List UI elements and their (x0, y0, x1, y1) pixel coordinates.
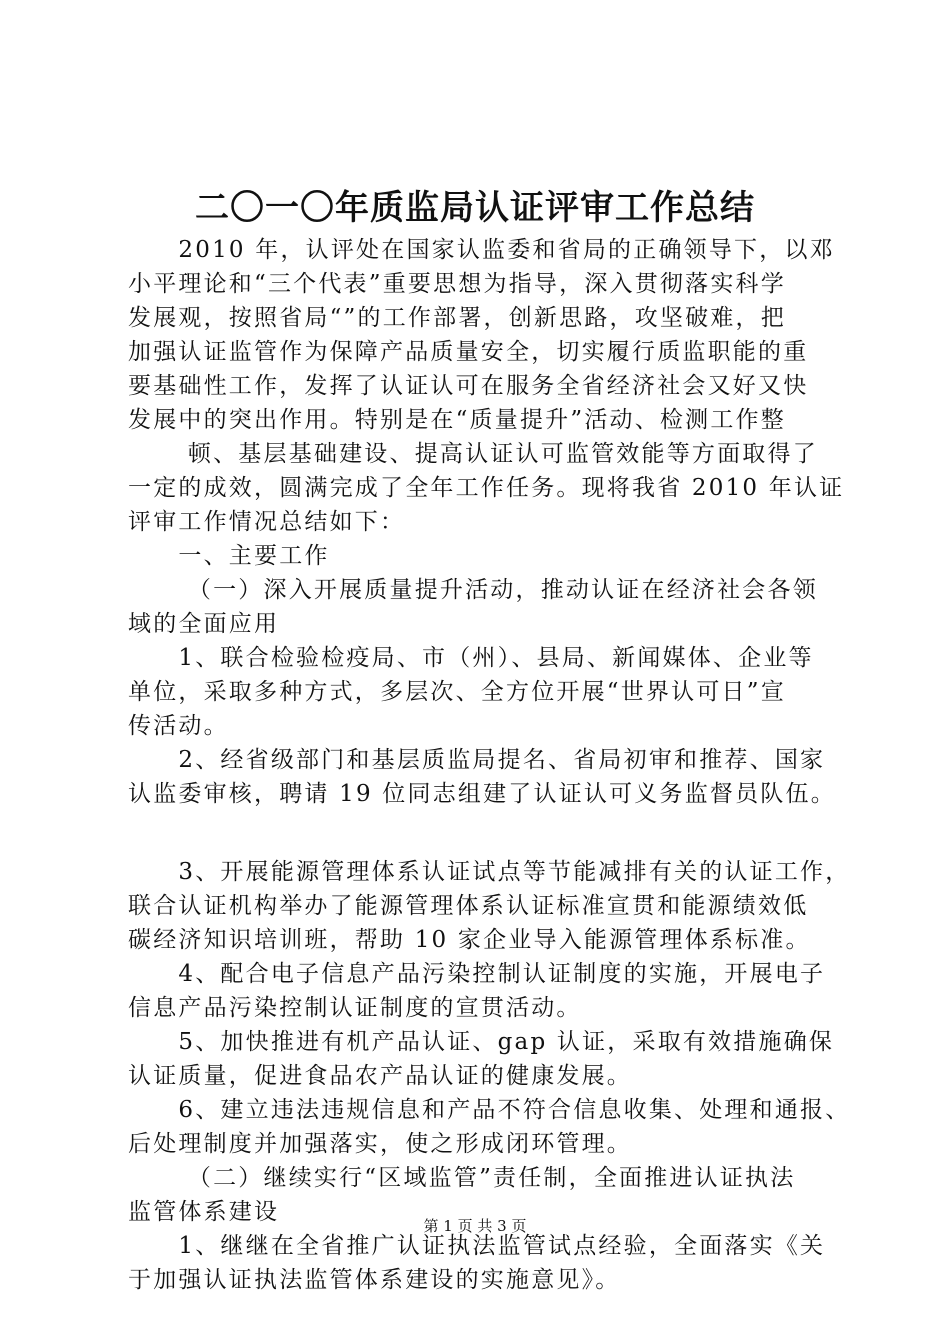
body-line: 发展中的突出作用。特别是在“质量提升”活动、检测工作整 (128, 407, 786, 433)
document-title: 二〇一〇年质监局认证评审工作总结 (195, 188, 755, 228)
body-line: 联合认证机构举办了能源管理体系认证标准宣贯和能源绩效低 (128, 893, 809, 919)
body-line: 碳经济知识培训班，帮助 10 家企业导入能源管理体系标准。 (128, 927, 811, 953)
body-line: 加强认证监管作为保障产品质量安全，切实履行质监职能的重 (128, 339, 809, 365)
body-line: 要基础性工作，发挥了认证认可在服务全省经济社会又好又快 (128, 373, 809, 399)
body-line: 6、建立违法违规信息和产品不符合信息收集、处理和通报、 (128, 1097, 851, 1123)
subsection-heading: 域的全面应用 (128, 611, 280, 637)
section-heading: 一、主要工作 (128, 543, 330, 569)
body-line: 小平理论和“三个代表”重要思想为指导，深入贯彻落实科学 (128, 271, 786, 297)
body-line: 一定的成效，圆满完成了全年工作任务。现将我省 2010 年认证 (128, 475, 845, 501)
body-line: 4、配合电子信息产品污染控制认证制度的实施，开展电子 (128, 961, 826, 987)
subsection-heading: （二）继续实行“区域监管”责任制，全面推进认证执法 (128, 1165, 796, 1191)
body-line: 2010 年，认评处在国家认监委和省局的正确领导下，以邓 (128, 237, 835, 263)
body-line: 于加强认证执法监管体系建设的实施意见》。 (128, 1267, 621, 1293)
body-line: 认监委审核，聘请 19 位同志组建了认证认可义务监督员队伍。 (128, 781, 836, 807)
body-line: 3、开展能源管理体系认证试点等节能减排有关的认证工作， (128, 859, 851, 885)
paragraph-gap (128, 811, 828, 855)
body-line: 单位，采取多种方式，多层次、全方位开展“世界认可日”宣 (128, 679, 786, 705)
body-line: 认证质量，促进食品农产品认证的健康发展。 (128, 1063, 632, 1089)
body-line: 5、加快推进有机产品认证、gap 认证，采取有效措施确保 (128, 1029, 835, 1055)
body-line: 发展观，按照省局“”的工作部署，创新思路，攻坚破难，把 (128, 305, 786, 331)
body-line: 评审工作情况总结如下： (128, 509, 406, 535)
body-line: 信息产品污染控制认证制度的宣贯活动。 (128, 995, 582, 1021)
body-line: 顿、基层基础建设、提高认证认可监管效能等方面取得了 (128, 441, 818, 467)
body-line: 后处理制度并加强落实，使之形成闭环管理。 (128, 1131, 632, 1157)
body-line: 2、经省级部门和基层质监局提名、省局初审和推荐、国家 (128, 747, 826, 773)
document-body (128, 233, 851, 1297)
subsection-heading: （一）深入开展质量提升活动，推动认证在经济社会各领 (128, 577, 818, 603)
body-line: 1、继继在全省推广认证执法监管试点经验，全面落实《关 (128, 1233, 826, 1259)
body-line: 1、联合检验检疫局、市（州）、县局、新闻媒体、企业等 (128, 645, 814, 671)
subsection-heading: 监管体系建设 (128, 1199, 280, 1225)
page-footer: 第 1 页 共 3 页 (423, 1217, 527, 1235)
body-line: 传活动。 (128, 713, 229, 739)
